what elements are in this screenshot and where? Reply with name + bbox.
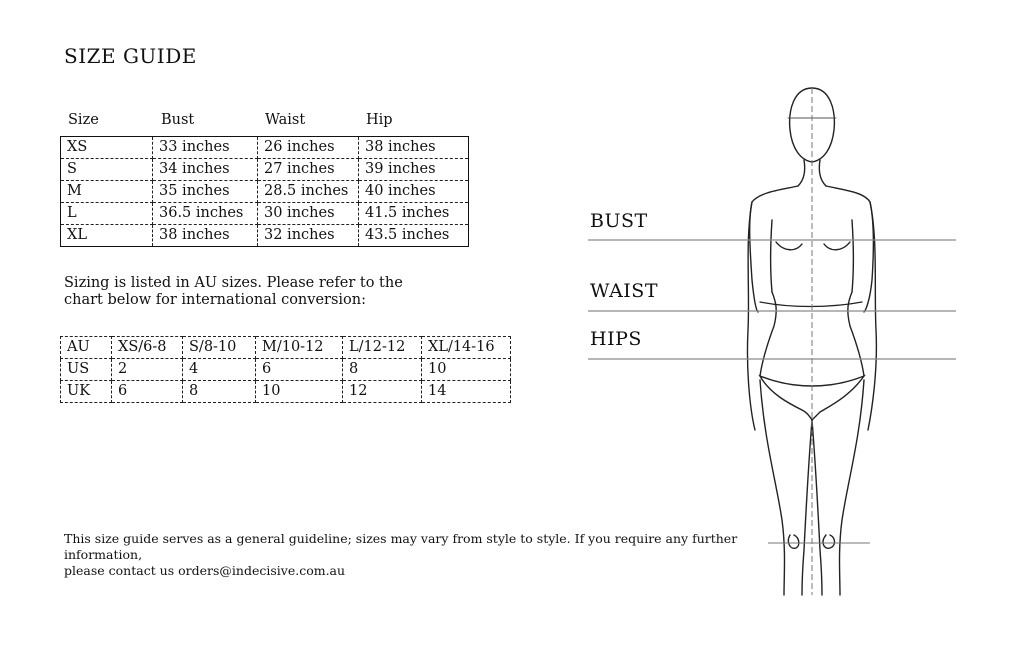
table-cell: UK	[61, 381, 112, 403]
table-cell: 38 inches	[359, 137, 469, 159]
table-cell: 30 inches	[258, 203, 359, 225]
table-cell: 10	[256, 381, 343, 403]
table-cell: L	[61, 203, 153, 225]
table-cell: 43.5 inches	[359, 225, 469, 247]
size-table	[60, 136, 469, 247]
waist-label: WAIST	[590, 280, 658, 302]
table-cell: 2	[112, 359, 183, 381]
table-cell: 8	[183, 381, 256, 403]
table-cell: XL/14-16	[422, 337, 511, 359]
table-row	[61, 337, 511, 359]
page-title: SIZE GUIDE	[64, 44, 197, 68]
table-cell: XS	[61, 137, 153, 159]
table-row	[61, 359, 511, 381]
table-cell: 36.5 inches	[153, 203, 258, 225]
hips-label: HIPS	[590, 328, 642, 350]
table-cell: XS/6-8	[112, 337, 183, 359]
table-cell: 40 inches	[359, 181, 469, 203]
table-row	[61, 225, 469, 247]
footer-line-1: This size guide serves as a general guideline; sizes may vary from style to style. If you require any further information,	[64, 531, 738, 562]
table-row	[61, 181, 469, 203]
header-hip: Hip	[366, 112, 393, 128]
table-cell: 12	[343, 381, 422, 403]
table-row	[61, 137, 469, 159]
table-cell: L/12-12	[343, 337, 422, 359]
table-cell: S/8-10	[183, 337, 256, 359]
table-cell: 26 inches	[258, 137, 359, 159]
table-cell: 6	[256, 359, 343, 381]
table-cell: 28.5 inches	[258, 181, 359, 203]
table-cell: 32 inches	[258, 225, 359, 247]
table-cell: 8	[343, 359, 422, 381]
table-row	[61, 159, 469, 181]
table-cell: 14	[422, 381, 511, 403]
table-cell: AU	[61, 337, 112, 359]
table-cell: 27 inches	[258, 159, 359, 181]
table-cell: 35 inches	[153, 181, 258, 203]
table-cell: 33 inches	[153, 137, 258, 159]
table-cell: US	[61, 359, 112, 381]
sizing-note: Sizing is listed in AU sizes. Please refer to the chart below for international conversion:	[64, 275, 403, 308]
bust-label: BUST	[590, 210, 648, 232]
conversion-table	[60, 336, 511, 403]
table-row	[61, 381, 511, 403]
table-cell: 6	[112, 381, 183, 403]
table-cell: 38 inches	[153, 225, 258, 247]
footer-note	[64, 531, 764, 579]
footer-line-2: please contact us orders@indecisive.com.au	[64, 563, 346, 578]
table-cell: S	[61, 159, 153, 181]
header-bust: Bust	[161, 112, 195, 128]
table-cell: M/10-12	[256, 337, 343, 359]
table-row	[61, 203, 469, 225]
header-waist: Waist	[265, 112, 306, 128]
table-cell: 10	[422, 359, 511, 381]
table-cell: XL	[61, 225, 153, 247]
table-cell: 41.5 inches	[359, 203, 469, 225]
table-cell: 39 inches	[359, 159, 469, 181]
header-size: Size	[68, 112, 99, 128]
table-cell: 4	[183, 359, 256, 381]
table-cell: 34 inches	[153, 159, 258, 181]
table-cell: M	[61, 181, 153, 203]
